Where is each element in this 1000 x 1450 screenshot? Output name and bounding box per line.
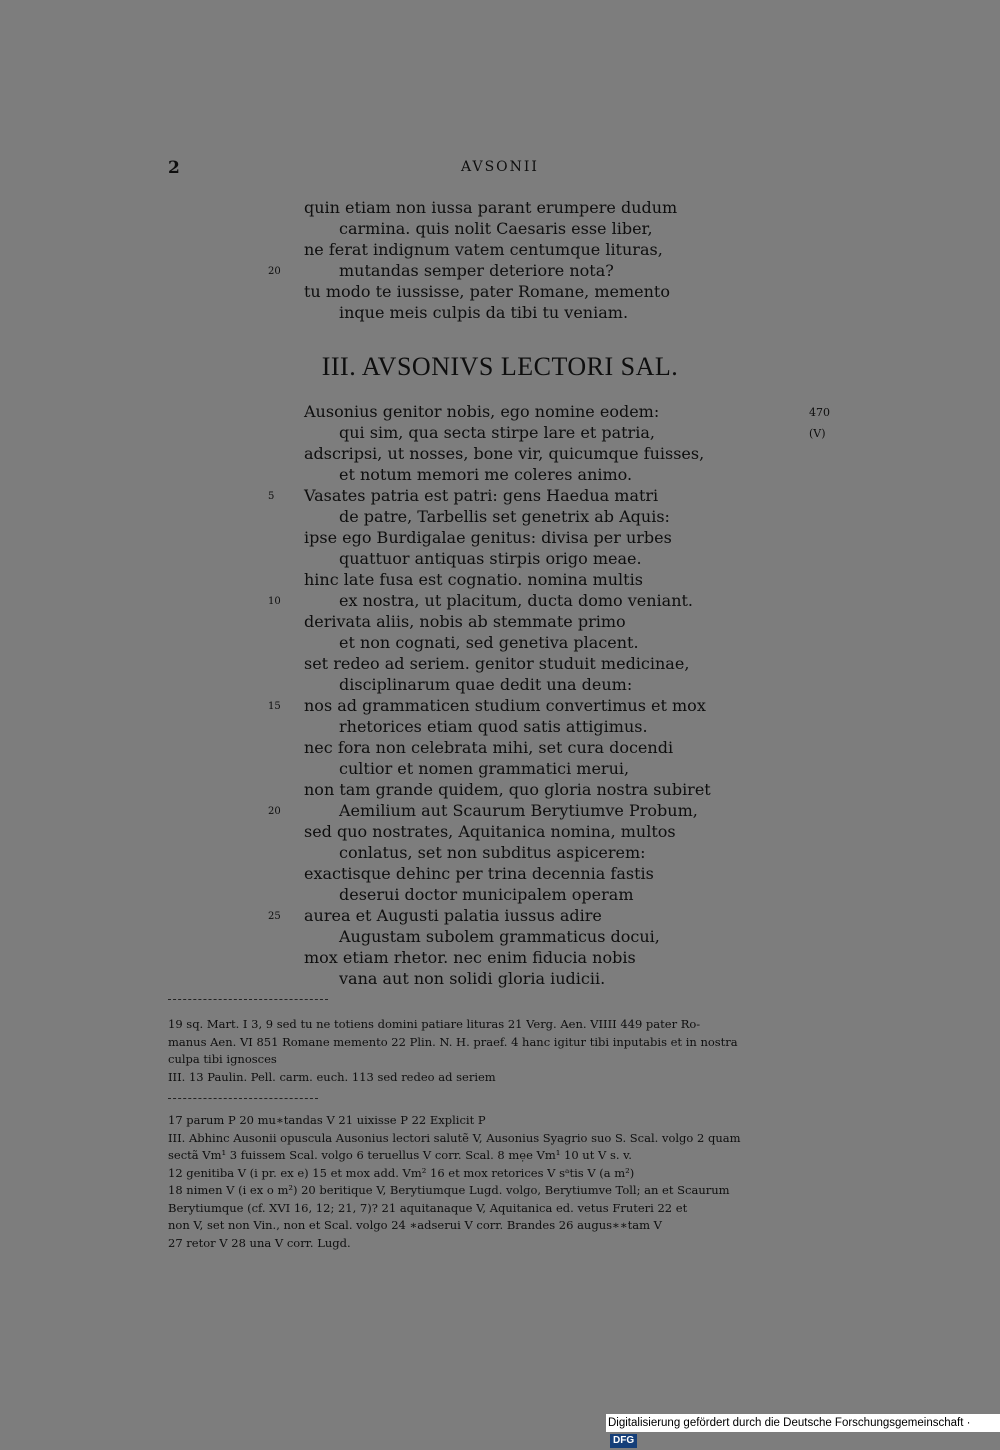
apparatus-line: III. Abhinc Ausonii opuscula Ausonius lectori salutẽ V, Ausonius Syagrio suo S. Scal. volgo 2 quam <box>168 1130 741 1145</box>
verse-text: cultior et nomen grammatici merui, <box>339 759 630 778</box>
apparatus-line: Berytiumque (cf. XVI 16, 12; 21, 7)? 21 aquitanaque V, Aquitanica ed. vetus Fruteri 22 et <box>168 1200 688 1215</box>
poem-top-block <box>268 197 678 323</box>
verse-line <box>304 737 711 758</box>
footnote-rule-1 <box>168 999 328 1000</box>
verse-line <box>304 821 711 842</box>
verse-line <box>304 506 711 527</box>
verse-text: de patre, Tarbellis set genetrix ab Aquis: <box>339 507 670 526</box>
footnote-rule-2 <box>168 1098 318 1099</box>
verse-text: quin etiam non iussa parant erumpere dudum <box>304 198 678 217</box>
verse-text: mox etiam rhetor. nec enim fiducia nobis <box>304 948 636 967</box>
verse-text: Ausonius genitor nobis, ego nomine eodem: <box>304 402 660 421</box>
verse-text: derivata aliis, nobis ab stemmate primo <box>304 612 626 631</box>
margin-reference: (V) <box>809 427 826 440</box>
page-header <box>168 158 832 182</box>
verse-line <box>304 443 711 464</box>
verse-line <box>304 716 711 737</box>
verse-line <box>304 674 711 695</box>
verse-text: carmina. quis nolit Caesaris esse liber, <box>339 219 653 238</box>
verse-line <box>304 548 711 569</box>
line-number: 20 <box>268 806 281 817</box>
verse-line <box>304 632 711 653</box>
verse-text: inque meis culpis da tibi tu veniam. <box>339 303 629 322</box>
verse-line <box>304 464 711 485</box>
verse-line <box>268 905 711 926</box>
footer-text: Digitalisierung gefördert durch die Deutsche Forschungsgemeinschaft · <box>608 1417 971 1429</box>
verse-line <box>268 695 711 716</box>
testimonia-line: manus Aen. VI 851 Romane memento 22 Plin. N. H. praef. 4 hanc igitur tibi inputabis et in nostra <box>168 1034 738 1049</box>
apparatus-block <box>168 1112 832 1252</box>
line-number: 5 <box>268 491 275 502</box>
verse-text: Aemilium aut Scaurum Berytiumve Probum, <box>339 801 698 820</box>
verse-text: deserui doctor municipalem operam <box>339 885 634 904</box>
verse-text: et non cognati, sed genetiva placent. <box>339 633 639 652</box>
verse-line <box>304 779 711 800</box>
verse-line <box>304 926 711 947</box>
verse-text: quattuor antiquas stirpis origo meae. <box>339 549 642 568</box>
verse-text: exactisque dehinc per trina decennia fastis <box>304 864 654 883</box>
verse-line <box>268 485 711 506</box>
verse-text: nec fora non celebrata mihi, set cura docendi <box>304 738 674 757</box>
dfg-footer <box>606 1414 1000 1446</box>
verse-text: aurea et Augusti palatia iussus adire <box>304 906 602 925</box>
apparatus-line: 27 retor V 28 una V corr. Lugd. <box>168 1235 351 1250</box>
verse-text: ne ferat indignum vatem centumque lituras, <box>304 240 663 259</box>
verse-text: hinc late fusa est cognatio. nomina multis <box>304 570 643 589</box>
apparatus-line: non V, set non Vin., non et Scal. volgo 24 ∗adserui V corr. Brandes 26 augus∗∗tam V <box>168 1218 662 1232</box>
verse-text: nos ad grammaticen studium convertimus et mox <box>304 696 706 715</box>
testimonia-line: culpa tibi ignosces <box>168 1052 277 1066</box>
apparatus-line: 17 parum P 20 mu∗tandas V 21 uixisse P 22 Explicit P <box>168 1113 486 1127</box>
section-title: III. AVSONIVS LECTORI SAL. <box>321 352 679 381</box>
margin-reference: 470 <box>809 406 830 419</box>
verse-text: set redeo ad seriem. genitor studuit medicinae, <box>304 654 690 673</box>
apparatus-line: sectã Vm¹ 3 fuissem Scal. volgo 6 teruellus V corr. Scal. 8 mẹe Vm¹ 10 ut V s. v. <box>168 1148 632 1162</box>
verse-line <box>304 569 711 590</box>
verse-line <box>268 260 677 281</box>
verse-line <box>304 842 711 863</box>
verse-text: et notum memori me coleres animo. <box>339 465 633 484</box>
verse-line <box>304 758 711 779</box>
verse-line <box>268 800 711 821</box>
apparatus-line: 12 genitiba V (i pr. ex e) 15 et mox add. Vm² 16 et mox retorices V sᵃtis V (a m²) <box>168 1165 635 1180</box>
verse-line <box>304 611 711 632</box>
verse-text: ex nostra, ut placitum, ducta domo veniant. <box>339 591 694 610</box>
verse-line <box>304 218 677 239</box>
verse-text: tu modo te iussisse, pater Romane, memento <box>304 282 670 301</box>
verse-line <box>304 302 677 323</box>
verse-line <box>268 590 711 611</box>
verse-line <box>304 197 677 218</box>
verse-line <box>304 281 677 302</box>
apparatus-line: 18 nimen V (i ex o m²) 20 beritique V, Berytiumque Lugd. volgo, Berytiumve Toll; an et Scaurum <box>168 1183 730 1197</box>
verse-text: conlatus, set non subditus aspicerem: <box>339 843 646 862</box>
verse-text: rhetorices etiam quod satis attigimus. <box>339 717 648 736</box>
poem-main-block <box>268 401 830 989</box>
verse-text: sed quo nostrates, Aquitanica nomina, multos <box>304 822 676 841</box>
testimonia-line: III. 13 Paulin. Pell. carm. euch. 113 sed redeo ad seriem <box>168 1069 496 1084</box>
verse-text: adscripsi, ut nosses, bone vir, quicumque fuisses, <box>304 444 705 463</box>
verse-text: Vasates patria est patri: gens Haedua matri <box>304 486 659 505</box>
page-number: 2 <box>168 158 180 178</box>
verse-text: non tam grande quidem, quo gloria nostra subiret <box>304 780 711 799</box>
verse-text: disciplinarum quae dedit una deum: <box>339 675 633 694</box>
running-title: AVSONII <box>461 159 539 175</box>
verse-text: qui sim, qua secta stirpe lare et patria, <box>339 423 655 442</box>
testimonia-block <box>168 1016 832 1086</box>
verse-line <box>304 884 711 905</box>
verse-line <box>304 239 677 260</box>
testimonia-line: 19 sq. Mart. I 3, 9 sed tu ne totiens domini patiare lituras 21 Verg. Aen. VIIII 449 pater Ro- <box>168 1017 701 1031</box>
verse-text: Augustam subolem grammaticus docui, <box>339 927 660 946</box>
verse-line <box>304 947 711 968</box>
verse-text: vana aut non solidi gloria iudicii. <box>339 969 606 988</box>
verse-line <box>304 968 711 989</box>
verse-line <box>304 422 826 443</box>
verse-text: mutandas semper deteriore nota? <box>339 261 614 280</box>
verse-line <box>304 863 711 884</box>
verse-line <box>304 401 830 422</box>
verse-line <box>304 527 711 548</box>
verse-line <box>304 653 711 674</box>
line-number: 20 <box>268 266 281 277</box>
line-number: 25 <box>268 911 281 922</box>
line-number: 10 <box>268 596 281 607</box>
verse-text: ipse ego Burdigalae genitus: divisa per urbes <box>304 528 672 547</box>
dfg-logo-icon: DFG <box>610 1434 637 1448</box>
line-number: 15 <box>268 701 281 712</box>
